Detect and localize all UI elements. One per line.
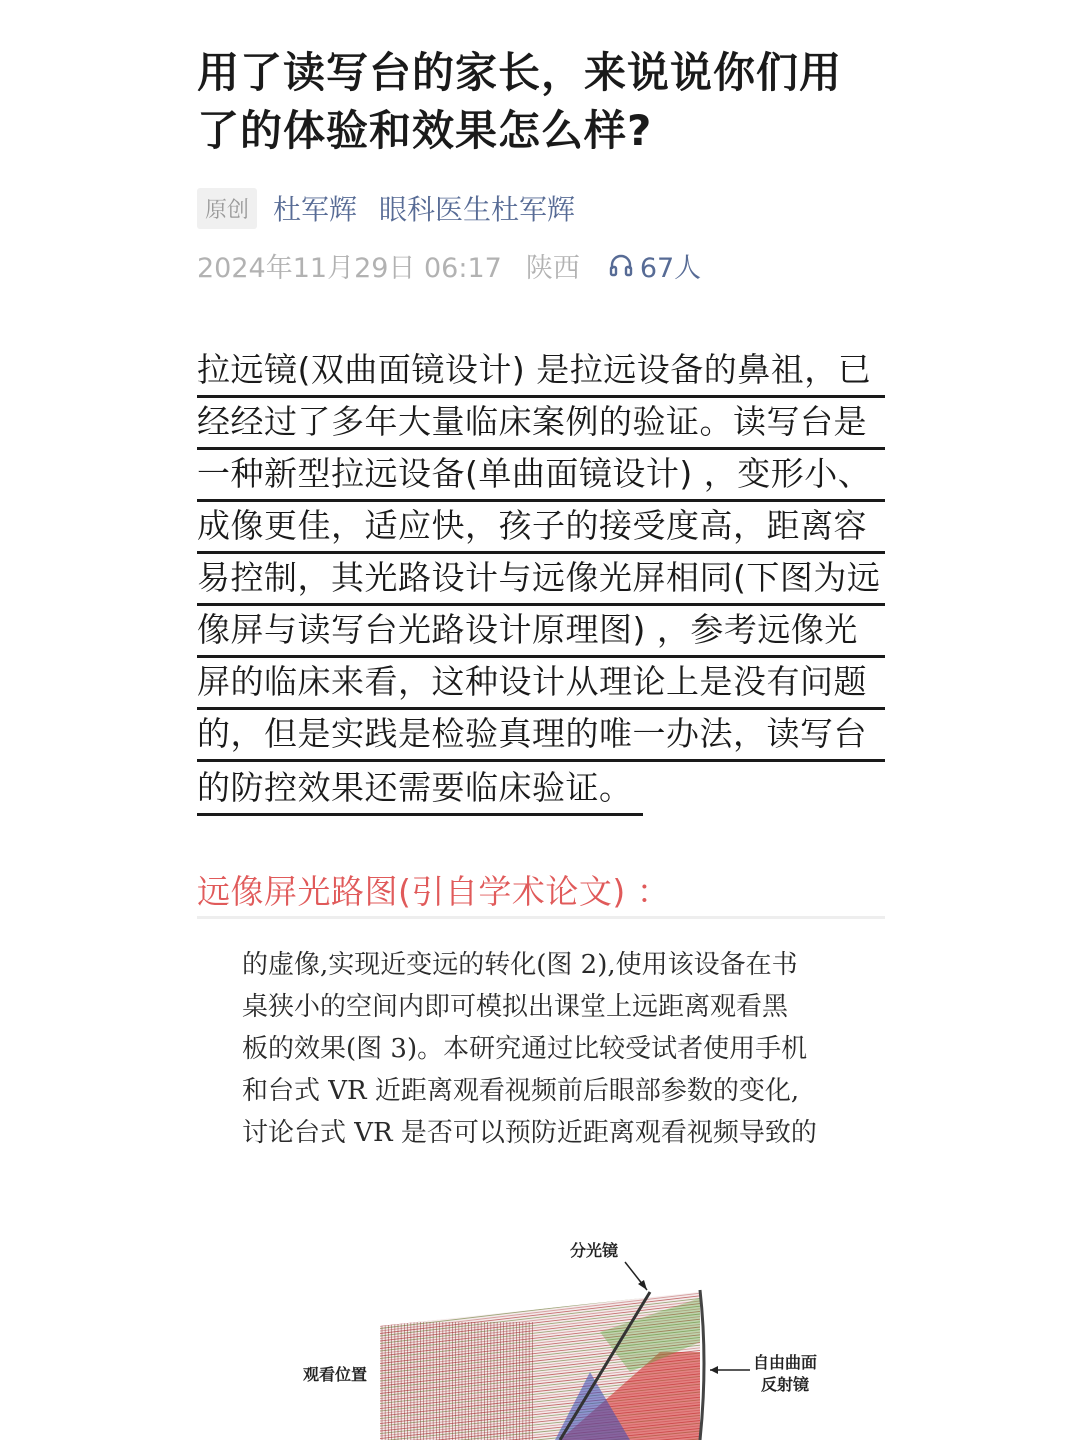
mirror-label-1: 自由曲面 [753,1353,818,1372]
light-beam [380,1282,700,1440]
body-line: 一种新型拉远设备(单曲面镜设计) ，变形小、 [197,450,885,502]
publish-datetime: 2024年11月29日 06:17 [197,252,502,284]
paper-text [242,944,862,1154]
title-line: 了的体验和效果怎么样? [197,106,653,155]
author-link[interactable]: 杜军辉 [273,193,358,226]
mirror-label-2: 反射镜 [761,1375,810,1394]
body-line: 的，但是实践是检验真理的唯一办法，读写台 [197,710,885,762]
freeform-mirror [700,1290,704,1440]
account-link[interactable]: 眼科医生杜军辉 [379,193,576,226]
paper-line: 和台式 VR 近距离观看视频前后眼部参数的变化, [242,1076,800,1106]
listen-button[interactable] [608,246,701,285]
body-line: 易控制，其光路设计与远像光屏相同(下图为远 [197,554,885,606]
paper-excerpt-image [160,922,920,1440]
body-line: 经经过了多年大量临床案例的验证。读写台是 [197,398,885,450]
view-position-label: 观看位置 [303,1365,368,1384]
optical-path-diagram [160,1222,920,1440]
optical-path-figure [160,1222,920,1440]
paper-line: 讨论台式 VR 是否可以预防近距离观看视频导致的 [242,1118,817,1148]
body-line: 拉远镜(双曲面镜设计) 是拉远设备的鼻祖，已 [197,346,885,398]
divider [197,916,885,919]
original-badge: 原创 [197,188,257,229]
body-line: 成像更佳，适应快，孩子的接受度高，距离容 [197,502,885,554]
author-row [197,188,597,228]
paper-line: 桌狭小的空间内即可模拟出课堂上远距离观看黑 [242,992,789,1022]
body-line: 像屏与读写台光路设计原理图) ，参考远像光 [197,606,885,658]
publish-info [197,245,701,285]
paper-line: 的虚像,实现近变远的转化(图 2),使用该设备在书 [242,950,798,980]
headphones-icon [608,252,634,278]
splitter-label: 分光镜 [570,1241,619,1260]
article-title [197,44,887,160]
publish-location: 陕西 [525,252,580,284]
listener-count: 67人 [639,252,702,284]
article-body [197,346,885,816]
body-line: 的防控效果还需要临床验证。 [197,764,643,816]
section-heading: 远像屏光路图(引自学术论文) ： [197,872,671,911]
paper-line: 板的效果(图 3)。本研究通过比较受试者使用手机 [242,1034,808,1064]
body-line: 屏的临床来看，这种设计从理论上是没有问题 [197,658,885,710]
title-line: 用了读写台的家长，来说说你们用 [197,48,843,97]
